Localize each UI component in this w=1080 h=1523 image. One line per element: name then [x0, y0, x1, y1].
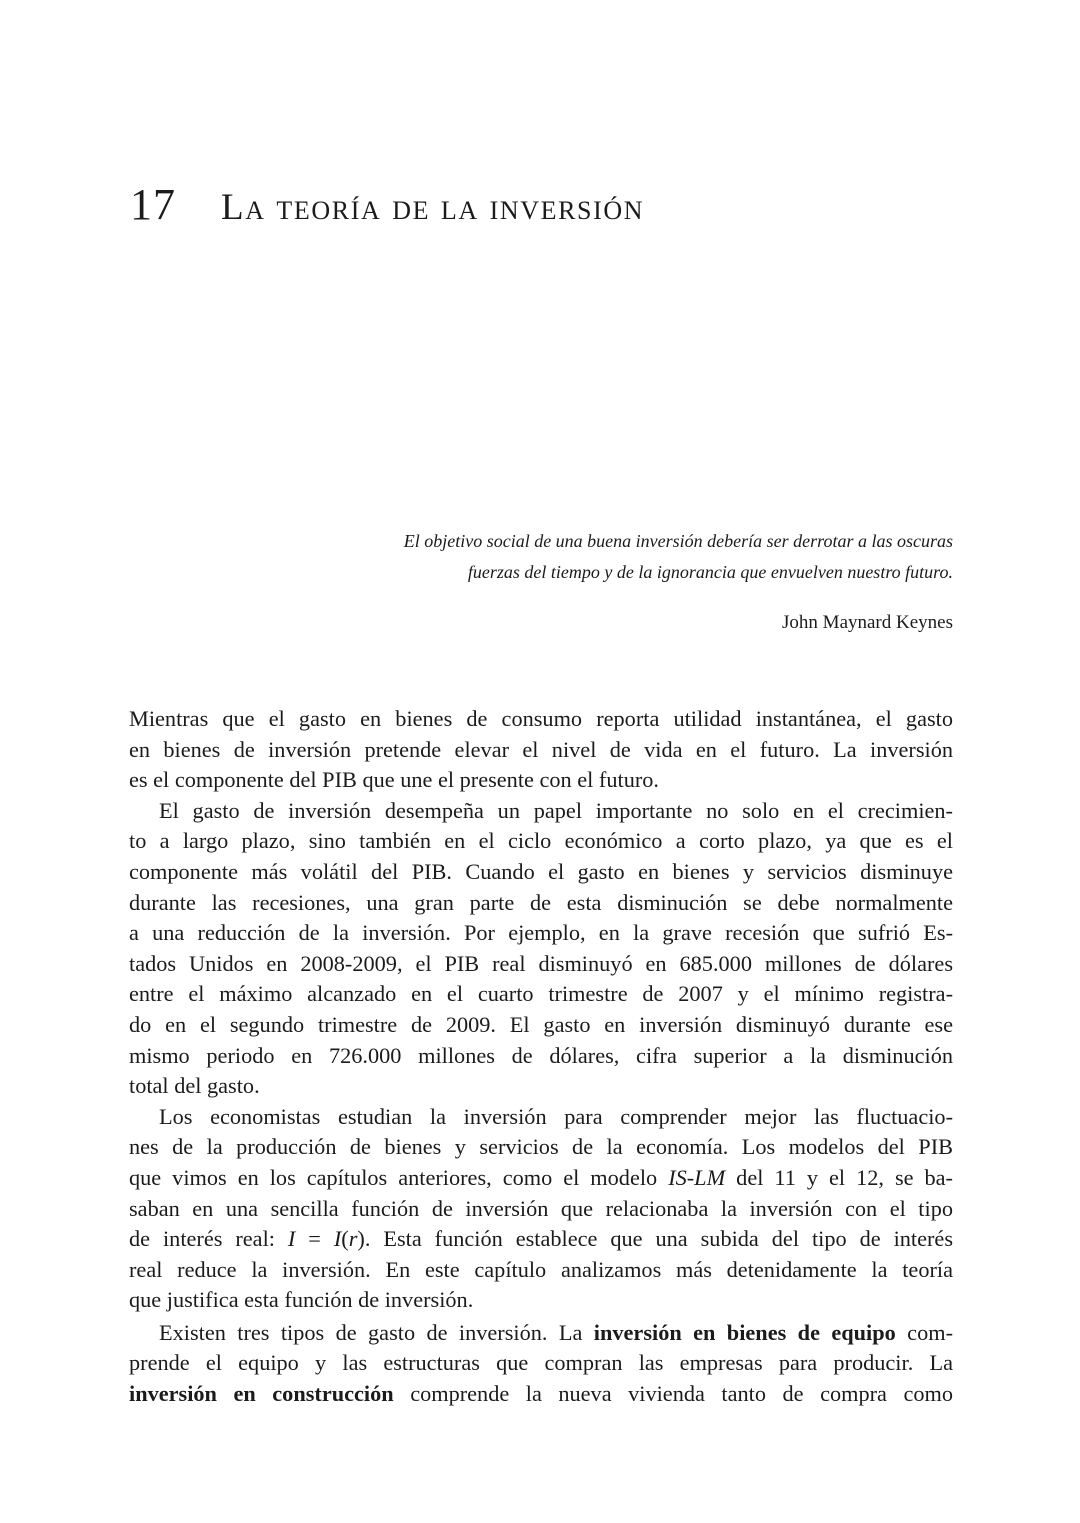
text-run: ). Esta función establece que una subida del tipo de interés [357, 1226, 953, 1252]
text-run: de interés real: [129, 1226, 288, 1252]
text-line: que justifica esta función de inversión. [129, 1287, 474, 1313]
text-run: del 11 y el 12, se ba- [725, 1164, 953, 1190]
chapter-number: 17 [130, 180, 176, 229]
text-run: com- [895, 1319, 953, 1345]
math-paren: ( [341, 1226, 349, 1252]
text-line: to a largo plazo, sino también en el ciclo económico a corto plazo, ya que es el [129, 828, 953, 854]
text-line: El gasto de inversión desempeña un papel importante no solo en el crecimien- [159, 797, 953, 823]
text-line: real reduce la inversión. En este capítulo analizamos más detenidamente la teoría [129, 1256, 953, 1282]
math-variable: I [287, 1226, 296, 1252]
math-variable: I [333, 1226, 342, 1252]
body-text [129, 704, 953, 1410]
epigraph-line: fuerzas del tiempo y de la ignorancia que envuelven nuestro futuro. [467, 562, 953, 582]
text-line: nes de la producción de bienes y servicios de la economía. Los modelos del PIB [129, 1134, 953, 1160]
epigraph [233, 526, 953, 635]
text-line: componente más volátil del PIB. Cuando el gasto en bienes y servicios disminuye [129, 858, 953, 884]
text-line: total del gasto. [129, 1073, 260, 1099]
text-line: es el componente del PIB que une el presente con el futuro. [129, 767, 659, 793]
model-name: IS-LM [668, 1164, 726, 1190]
chapter-heading [130, 180, 645, 229]
text-run: comprende la nueva vivienda tanto de compra como [393, 1381, 953, 1407]
text-line [129, 1163, 953, 1194]
key-term: inversión en construcción [129, 1381, 394, 1407]
text-run: que vimos en los capítulos anteriores, como el modelo [129, 1164, 669, 1190]
text-line: durante las recesiones, una gran parte de esta disminución se debe normalmente [129, 889, 953, 915]
text-line: Los economistas estudian la inversión para comprender mejor las fluctuacio- [159, 1103, 953, 1129]
text-line: en bienes de inversión pretende elevar el nivel de vida en el futuro. La inversión [129, 736, 953, 762]
text-line: Mientras que el gasto en bienes de consumo reporta utilidad instantánea, el gasto [129, 706, 953, 731]
text-line [129, 1379, 953, 1410]
text-line [129, 1224, 953, 1255]
text-line [129, 1318, 953, 1349]
epigraph-line: El objetivo social de una buena inversión debería ser derrotar a las oscuras [403, 531, 953, 551]
math-operator: = [295, 1226, 334, 1252]
text-line: mismo periodo en 726.000 millones de dólares, cifra superior a la disminución [129, 1042, 953, 1068]
math-variable: r [348, 1226, 358, 1252]
epigraph-author: John Maynard Keynes [782, 612, 953, 633]
text-line: prende el equipo y las estructuras que compran las empresas para producir. La [129, 1350, 953, 1376]
text-line: tados Unidos en 2008-2009, el PIB real disminuyó en 685.000 millones de dólares [129, 950, 953, 976]
text-line: a una reducción de la inversión. Por ejemplo, en la grave recesión que sufrió Es- [129, 920, 953, 946]
chapter-title: La teoría de la inversión [221, 187, 645, 228]
text-line: do en el segundo trimestre de 2009. El gasto en inversión disminuyó durante ese [129, 1011, 953, 1037]
key-term: inversión en bienes de equipo [593, 1319, 896, 1345]
text-line: entre el máximo alcanzado en el cuarto trimestre de 2007 y el mínimo registra- [129, 981, 953, 1007]
text-run: Existen tres tipos de gasto de inversión. La [159, 1319, 594, 1345]
text-line: saban en una sencilla función de inversión que relacionaba la inversión con el tipo [129, 1195, 953, 1221]
